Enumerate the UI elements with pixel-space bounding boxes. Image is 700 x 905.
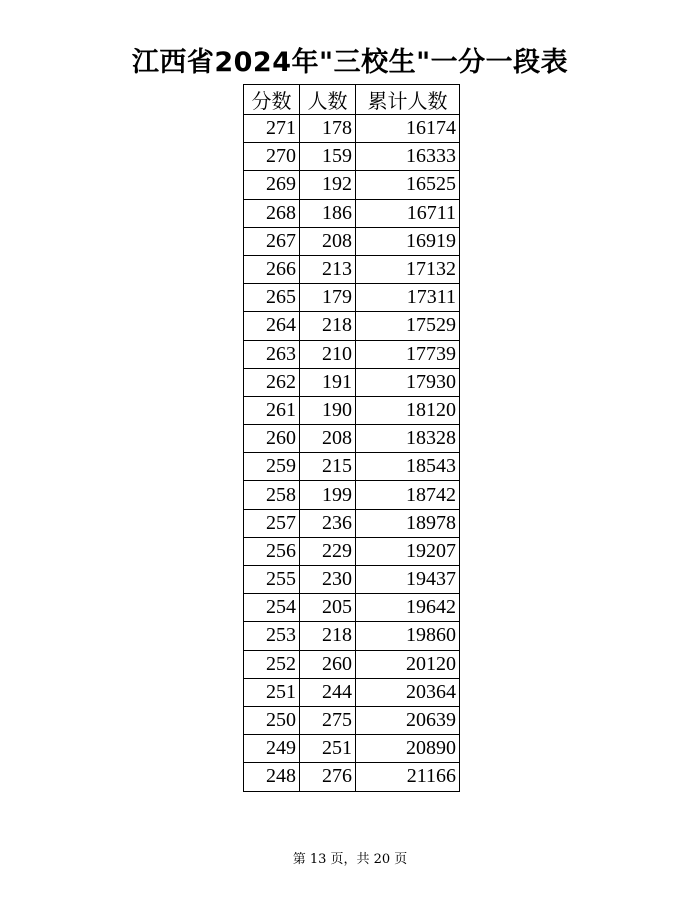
column-header-count: 人数: [300, 85, 356, 115]
table-row: [244, 650, 460, 678]
table-row: [244, 227, 460, 255]
score-cell: 250: [244, 706, 300, 734]
cumulative-cell: 20120: [356, 650, 460, 678]
cumulative-cell: 19207: [356, 537, 460, 565]
score-cell: 258: [244, 481, 300, 509]
table-row: [244, 566, 460, 594]
count-cell: 192: [300, 171, 356, 199]
cumulative-cell: 16711: [356, 199, 460, 227]
cumulative-cell: 16333: [356, 143, 460, 171]
table-row: [244, 255, 460, 283]
column-header-cumulative: 累计人数: [356, 85, 460, 115]
count-cell: 208: [300, 227, 356, 255]
count-cell: 230: [300, 566, 356, 594]
cumulative-cell: 18120: [356, 396, 460, 424]
score-cell: 260: [244, 425, 300, 453]
score-cell: 255: [244, 566, 300, 594]
score-cell: 269: [244, 171, 300, 199]
score-cell: 267: [244, 227, 300, 255]
count-cell: 244: [300, 678, 356, 706]
table-row: [244, 396, 460, 424]
column-header-score: 分数: [244, 85, 300, 115]
table-row: [244, 425, 460, 453]
count-cell: 275: [300, 706, 356, 734]
count-cell: 191: [300, 368, 356, 396]
count-cell: 210: [300, 340, 356, 368]
score-cell: 271: [244, 115, 300, 143]
table-row: [244, 199, 460, 227]
score-cell: 265: [244, 284, 300, 312]
table-row: [244, 678, 460, 706]
table-row: [244, 340, 460, 368]
cumulative-cell: 19860: [356, 622, 460, 650]
score-cell: 257: [244, 509, 300, 537]
page-footer: 第 13 页，共 20 页: [292, 852, 408, 867]
cumulative-cell: 17930: [356, 368, 460, 396]
cumulative-cell: 20364: [356, 678, 460, 706]
count-cell: 229: [300, 537, 356, 565]
score-cell: 263: [244, 340, 300, 368]
cumulative-cell: 18978: [356, 509, 460, 537]
score-cell: 264: [244, 312, 300, 340]
cumulative-cell: 17311: [356, 284, 460, 312]
table-row: [244, 368, 460, 396]
score-cell: 249: [244, 735, 300, 763]
page-title: 江西省2024年"三校生"一分一段表: [131, 47, 569, 78]
count-cell: 205: [300, 594, 356, 622]
table-row: [244, 735, 460, 763]
table-body: [244, 115, 460, 792]
count-cell: 218: [300, 622, 356, 650]
score-distribution-table: [243, 84, 460, 792]
table-row: [244, 171, 460, 199]
cumulative-cell: 17529: [356, 312, 460, 340]
score-cell: 248: [244, 763, 300, 791]
cumulative-cell: 20890: [356, 735, 460, 763]
cumulative-cell: 19642: [356, 594, 460, 622]
count-cell: 218: [300, 312, 356, 340]
score-cell: 254: [244, 594, 300, 622]
cumulative-cell: 18543: [356, 453, 460, 481]
table-row: [244, 509, 460, 537]
count-cell: 179: [300, 284, 356, 312]
score-cell: 266: [244, 255, 300, 283]
cumulative-cell: 18742: [356, 481, 460, 509]
count-cell: 260: [300, 650, 356, 678]
cumulative-cell: 16919: [356, 227, 460, 255]
score-cell: 268: [244, 199, 300, 227]
cumulative-cell: 20639: [356, 706, 460, 734]
count-cell: 186: [300, 199, 356, 227]
table-row: [244, 481, 460, 509]
cumulative-cell: 21166: [356, 763, 460, 791]
score-cell: 259: [244, 453, 300, 481]
score-cell: 256: [244, 537, 300, 565]
table-row: [244, 594, 460, 622]
score-cell: 270: [244, 143, 300, 171]
cumulative-cell: 17132: [356, 255, 460, 283]
score-cell: 253: [244, 622, 300, 650]
count-cell: 215: [300, 453, 356, 481]
score-cell: 251: [244, 678, 300, 706]
count-cell: 276: [300, 763, 356, 791]
cumulative-cell: 18328: [356, 425, 460, 453]
cumulative-cell: 16525: [356, 171, 460, 199]
count-cell: 159: [300, 143, 356, 171]
table-row: [244, 706, 460, 734]
score-cell: 252: [244, 650, 300, 678]
table-row: [244, 453, 460, 481]
count-cell: 199: [300, 481, 356, 509]
table-row: [244, 143, 460, 171]
table-row: [244, 115, 460, 143]
cumulative-cell: 17739: [356, 340, 460, 368]
table-row: [244, 284, 460, 312]
score-cell: 262: [244, 368, 300, 396]
count-cell: 251: [300, 735, 356, 763]
table-row: [244, 537, 460, 565]
table-header-row: [244, 85, 460, 115]
table-row: [244, 763, 460, 791]
table-row: [244, 622, 460, 650]
count-cell: 208: [300, 425, 356, 453]
table-row: [244, 312, 460, 340]
cumulative-cell: 16174: [356, 115, 460, 143]
count-cell: 236: [300, 509, 356, 537]
cumulative-cell: 19437: [356, 566, 460, 594]
score-cell: 261: [244, 396, 300, 424]
count-cell: 178: [300, 115, 356, 143]
count-cell: 213: [300, 255, 356, 283]
count-cell: 190: [300, 396, 356, 424]
